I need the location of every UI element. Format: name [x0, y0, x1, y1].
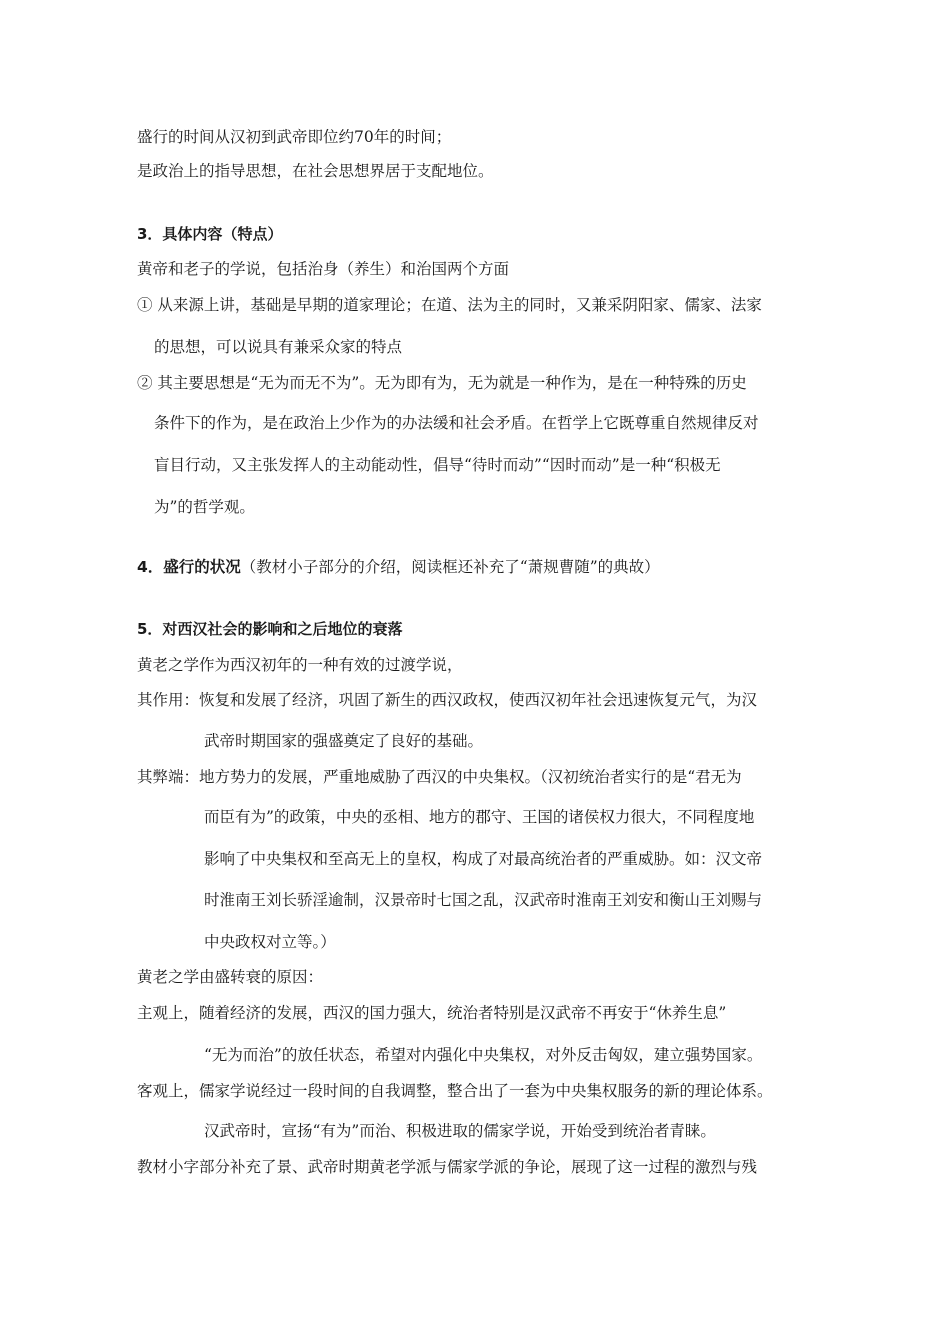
section-heading-4-note: （教材小子部分的介绍，阅读框还补充了“萧规曹随”的典故） — [240, 558, 660, 576]
section-heading-3: 3．具体内容（特点） — [137, 225, 283, 243]
paragraph-line: 黄老之学作为西汉初年的一种有效的过渡学说， — [137, 656, 463, 674]
list-item-2-continued: 为”的哲学观。 — [154, 498, 255, 516]
list-item-1-continued: 的思想，可以说具有兼采众家的特点 — [154, 338, 403, 356]
paragraph-line: 黄帝和老子的学说，包括治身（养生）和治国两个方面 — [137, 260, 510, 278]
paragraph-line: 教材小字部分补充了景、武帝时期黄老学派与儒家学派的争论，展现了这一过程的激烈与残 — [137, 1158, 758, 1176]
paragraph-continued: 中央政权对立等。） — [204, 933, 336, 951]
paragraph-continued: 影响了中央集权和至高无上的皇权，构成了对最高统治者的严重威胁。如：汉文帝 — [204, 850, 763, 868]
paragraph-line: 其弊端：地方势力的发展，严重地威胁了西汉的中央集权。（汉初统治者实行的是“君无为 — [137, 768, 742, 786]
paragraph-line: 黄老之学由盛转衰的原因： — [137, 968, 324, 986]
section-heading-4 — [137, 557, 837, 577]
section-heading-5: 5．对西汉社会的影响和之后地位的衰落 — [137, 620, 403, 638]
paragraph-continued: 武帝时期国家的强盛奠定了良好的基础。 — [204, 732, 484, 750]
list-item-1: ① 从来源上讲，基础是早期的道家理论；在道、法为主的同时，又兼采阴阳家、儒家、法家 — [137, 296, 762, 314]
paragraph-line: 客观上，儒家学说经过一段时间的自我调整，整合出了一套为中央集权服务的新的理论体系。 — [137, 1082, 773, 1100]
paragraph-line: 主观上，随着经济的发展，西汉的国力强大，统治者特别是汉武帝不再安于“休养生息” — [137, 1004, 727, 1022]
paragraph-continued: 时淮南王刘长骄淫逾制，汉景帝时七国之乱，汉武帝时淮南王刘安和衡山王刘赐与 — [204, 891, 763, 909]
paragraph-continued: 而臣有为”的政策，中央的丞相、地方的郡守、王国的诸侯权力很大，不同程度地 — [204, 808, 755, 826]
paragraph-continued: “无为而治”的放任状态，希望对内强化中央集权，对外反击匈奴，建立强势国家。 — [204, 1046, 763, 1064]
paragraph-line: 其作用：恢复和发展了经济，巩固了新生的西汉政权，使西汉初年社会迅速恢复元气，为汉 — [137, 691, 758, 709]
paragraph-line: 盛行的时间从汉初到武帝即位约70年的时间； — [137, 128, 452, 146]
paragraph-continued: 汉武帝时，宣扬“有为”而治、积极进取的儒家学说，开始受到统治者青睐。 — [204, 1122, 716, 1140]
list-item-2-continued: 盲目行动，又主张发挥人的主动能动性，倡导“待时而动”“因时而动”是一种“积极无 — [154, 456, 721, 474]
paragraph-line: 是政治上的指导思想，在社会思想界居于支配地位。 — [137, 162, 494, 180]
list-item-2-continued: 条件下的作为，是在政治上少作为的办法缓和社会矛盾。在哲学上它既尊重自然规律反对 — [154, 414, 759, 432]
section-heading-4-title: 4．盛行的状况 — [137, 558, 241, 576]
list-item-2: ② 其主要思想是“无为而无不为”。无为即有为，无为就是一种作为，是在一种特殊的历史 — [137, 374, 747, 392]
